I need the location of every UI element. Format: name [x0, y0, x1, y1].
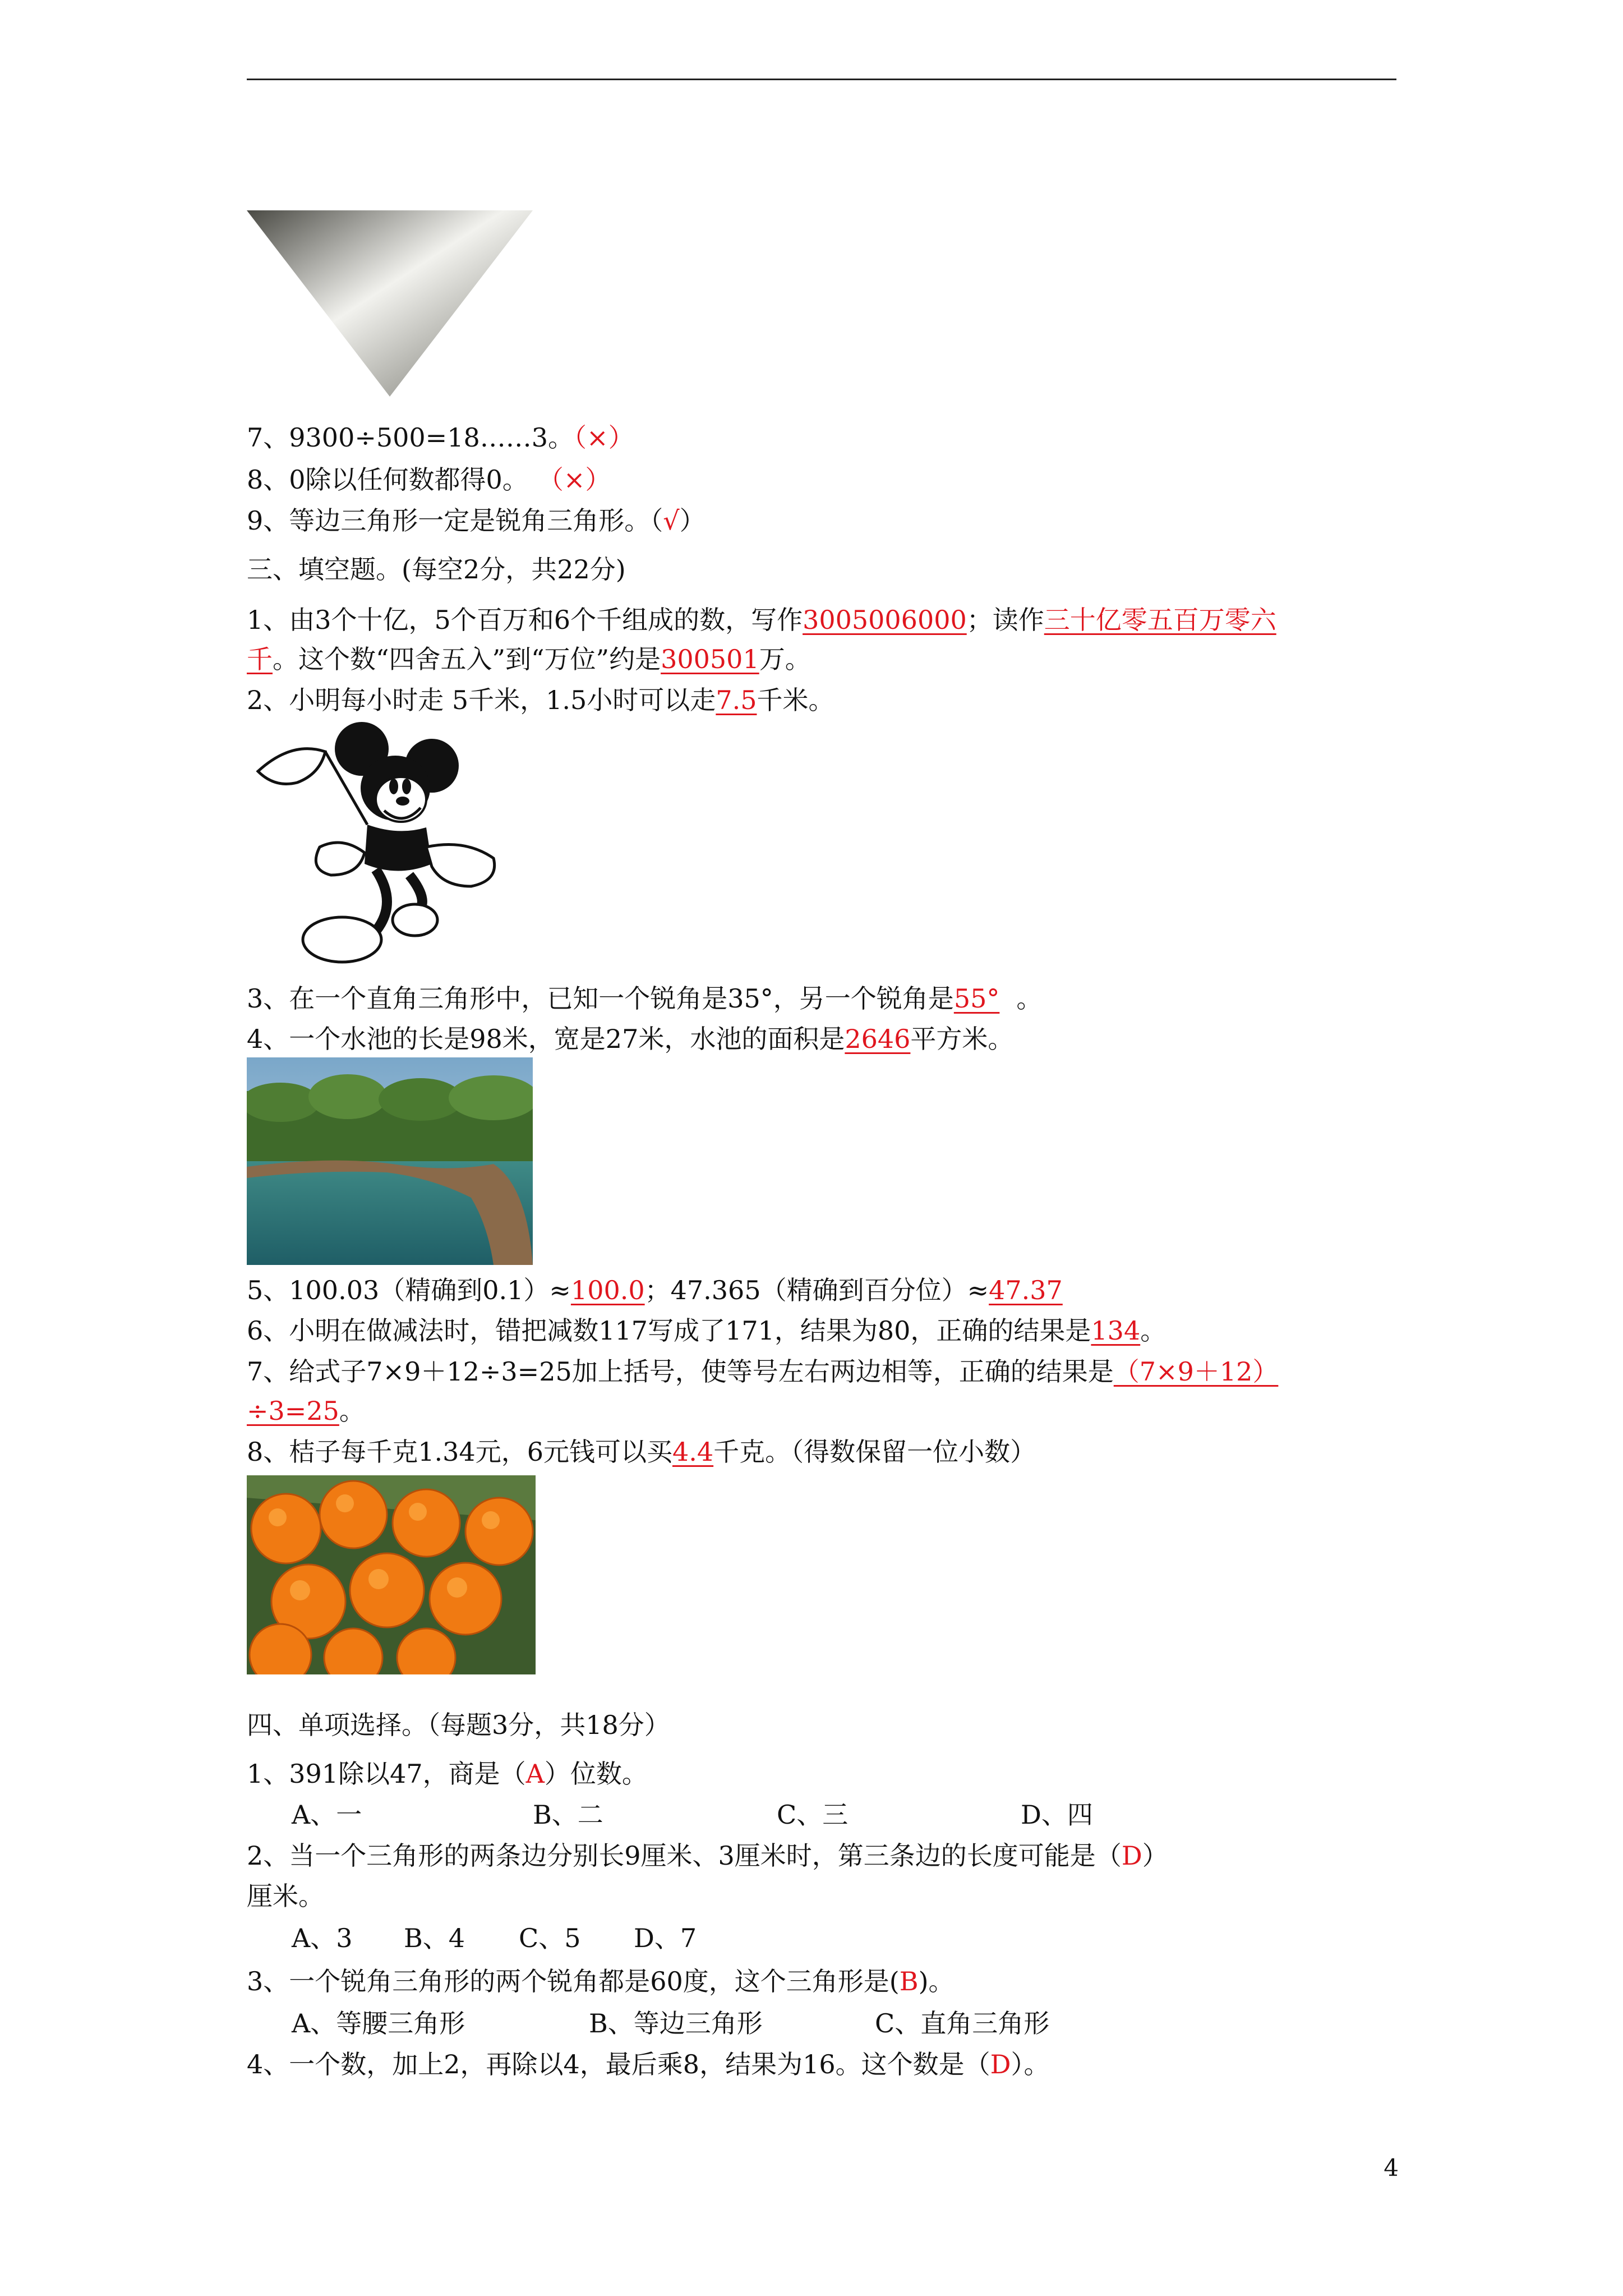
option-a[interactable]: A、一	[292, 1800, 362, 1830]
choice-q3-options	[292, 2004, 1049, 2043]
page-number: 4	[1384, 2154, 1399, 2182]
choice-q2-cont: 厘米。	[247, 1881, 324, 1911]
option-a[interactable]: A、3	[292, 1923, 353, 1953]
judge-q7: 7、9300÷500=18……3。（×）	[247, 422, 634, 453]
option-c[interactable]: C、直角三角形	[875, 2008, 1050, 2039]
option-a[interactable]: A、等腰三角形	[292, 2008, 465, 2039]
choice-q1-options	[292, 1795, 1093, 1834]
fill-q7-cont: ÷3=25。	[247, 1396, 365, 1426]
option-d[interactable]: D、7	[634, 1923, 697, 1953]
option-b[interactable]: B、等边三角形	[589, 2008, 763, 2039]
choice-q1: 1、391除以47，商是（A）位数。	[247, 1759, 648, 1789]
fill-q8: 8、桔子每千克1.34元，6元钱可以买4.4千克。（得数保留一位小数）	[247, 1437, 1036, 1467]
fill-q2: 2、小明每小时走 5千米，1.5小时可以走7.5千米。	[247, 685, 834, 715]
option-c[interactable]: C、三	[777, 1800, 849, 1830]
fill-q1: 1、由3个十亿，5个百万和6个千组成的数，写作3005006000；读作三十亿零五百万零六	[247, 605, 1276, 635]
choice-q3: 3、一个锐角三角形的两个锐角都是60度，这个三角形是(B)。	[247, 1966, 955, 1996]
triangle-image	[247, 210, 538, 401]
judge-q9: 9、等边三角形一定是锐角三角形。（√）	[247, 505, 706, 536]
section3-title: 三、填空题。(每空2分，共22分)	[247, 554, 626, 585]
judge-q8: 8、0除以任何数都得0。 （×）	[247, 464, 611, 495]
option-c[interactable]: C、5	[519, 1923, 581, 1953]
header-rule	[247, 79, 1396, 80]
choice-q4: 4、一个数，加上2，再除以4，最后乘8，结果为16。这个数是（D）。	[247, 2049, 1050, 2079]
cartoon-mouse-image	[247, 718, 516, 965]
fill-q5: 5、100.03（精确到0.1）≈100.0；47.365（精确到百分位）≈47.37	[247, 1275, 1063, 1305]
fill-q3: 3、在一个直角三角形中，已知一个锐角是35°，另一个锐角是55° 。	[247, 983, 1043, 1014]
option-b[interactable]: B、二	[533, 1800, 603, 1830]
choice-q2: 2、当一个三角形的两条边分别长9厘米、3厘米时，第三条边的长度可能是（D）	[247, 1841, 1168, 1871]
option-b[interactable]: B、4	[404, 1923, 465, 1953]
fill-q1-cont: 千。这个数“四舍五入”到“万位”约是300501万。	[247, 644, 811, 674]
fill-q7: 7、给式子7×9＋12÷3=25加上括号，使等号左右两边相等，正确的结果是（7×9＋12）	[247, 1356, 1279, 1387]
fill-q4: 4、一个水池的长是98米，宽是27米，水池的面积是2646平方米。	[247, 1024, 1014, 1054]
option-d[interactable]: D、四	[1021, 1800, 1093, 1830]
section4-title: 四、单项选择。（每题3分，共18分）	[247, 1710, 670, 1740]
oranges-photo	[247, 1475, 536, 1674]
fill-q6: 6、小明在做减法时，错把减数117写成了171，结果为80，正确的结果是134。	[247, 1315, 1166, 1346]
pond-photo	[247, 1057, 533, 1265]
choice-q2-options	[292, 1918, 697, 1958]
